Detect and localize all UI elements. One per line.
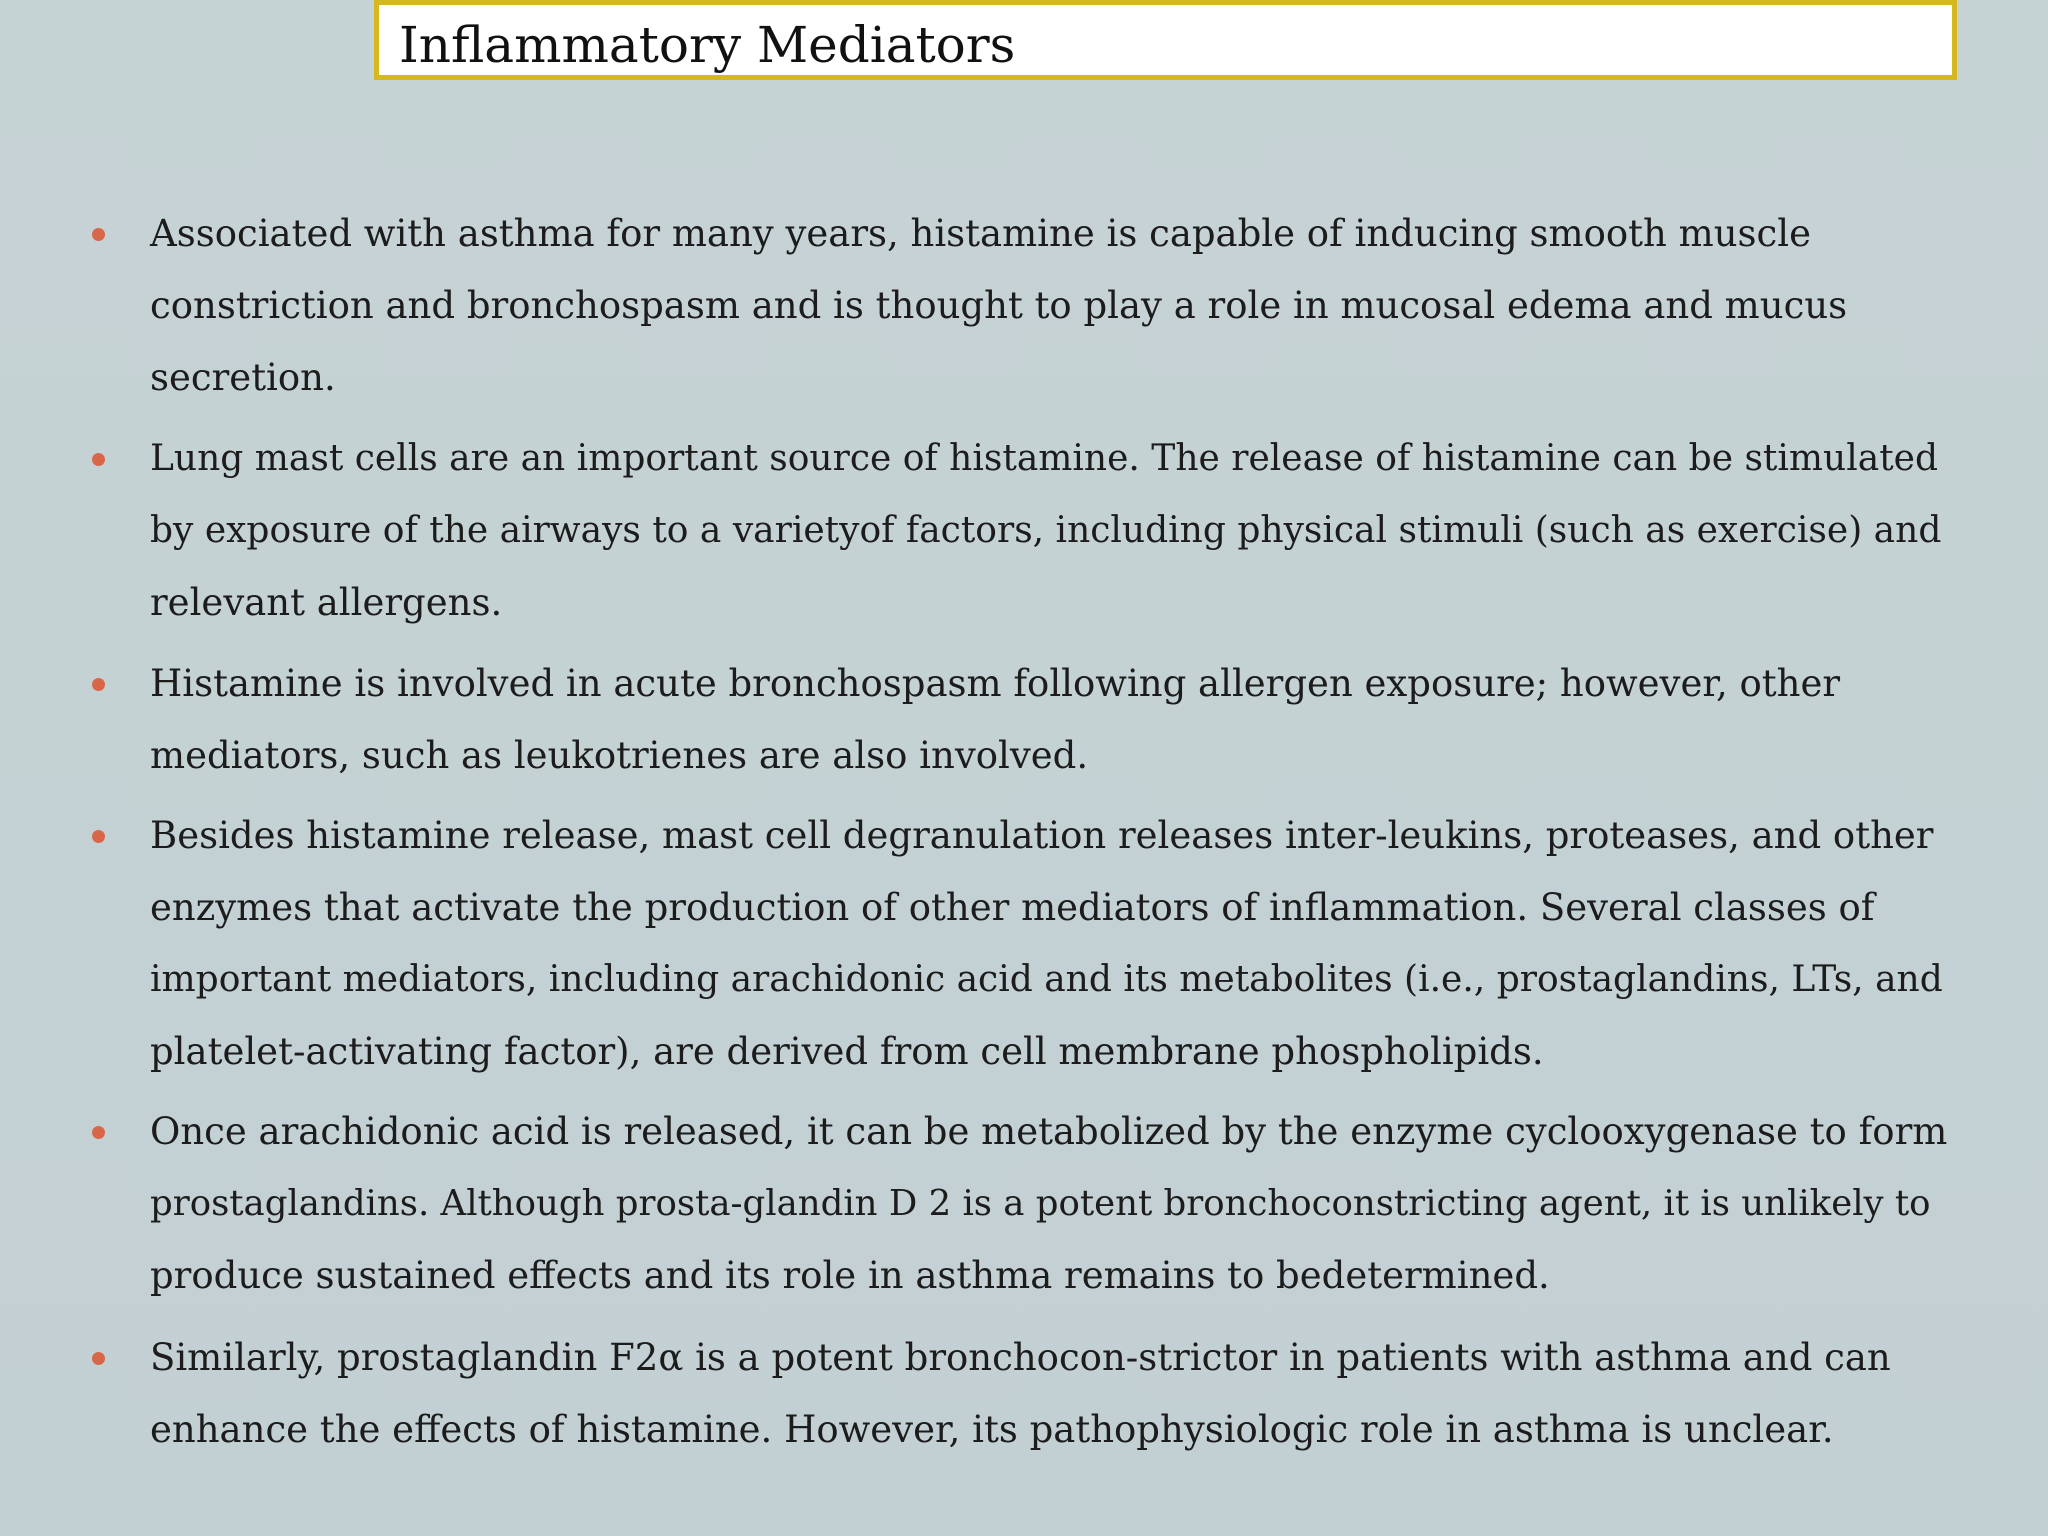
bullet-text-line: Besides histamine release, mast cell degranulation releases inter-leukins, proteases, and other [150,814,1934,857]
bullet-text-line: Histamine is involved in acute bronchospasm following allergen exposure; however, other [150,662,1841,705]
bullet-item-4 [150,800,1950,1088]
bullet-text-line: prostaglandins. Although prosta-glandin D 2 is a potent bronchoconstricting agent, it is unlikely to [150,1183,1931,1224]
bullet-text-line: secretion. [150,356,336,399]
bullet-item-5 [150,1096,1950,1312]
bullet-marker [92,1352,105,1365]
bullet-text-line: Associated with asthma for many years, histamine is capable of inducing smooth muscle [150,212,1811,255]
bullet-text-line: Once arachidonic acid is released, it can be metabolized by the enzyme cyclooxygenase to form [150,1110,1948,1153]
bullet-text-line: enhance the effects of histamine. However, its pathophysiologic role in asthma is unclear. [150,1408,1834,1451]
bullet-marker [92,228,105,241]
bullet-text-line: produce sustained effects and its role in asthma remains to bedetermined. [150,1254,1550,1297]
bullet-text-line: important mediators, including arachidonic acid and its metabolites (i.e., prostaglandins, LTs, and [150,959,1943,1000]
bullet-text-line: by exposure of the airways to a varietyof factors, including physical stimuli (such as exercise) and [150,510,1942,551]
bullet-text-line: enzymes that activate the production of other mediators of inflammation. Several classes of [150,886,1875,929]
bullet-text-line: mediators, such as leukotrienes are also involved. [150,734,1089,777]
bullet-text-line: platelet-activating factor), are derived from cell membrane phospholipids. [150,1030,1544,1073]
bullet-text-line: constriction and bronchospasm and is thought to play a role in mucosal edema and mucus [150,284,1848,327]
bullet-item-6 [150,1322,1950,1466]
bullet-marker [92,678,105,691]
bullet-text-line: relevant allergens. [150,581,503,624]
bullet-marker [92,453,105,466]
bullet-item-1 [150,198,1950,414]
bullet-item-3 [150,648,1950,792]
bullet-text-line: Similarly, prostaglandin F2α is a potent bronchocon-strictor in patients with asthma and can [150,1336,1891,1379]
bullet-marker [92,830,105,843]
bullet-marker [92,1126,105,1139]
slide-title: Inflammatory Mediators [399,16,1016,74]
bullet-text-line: Lung mast cells are an important source of histamine. The release of histamine can be stimulated [150,438,1939,479]
bullet-item-2 [150,423,1950,639]
